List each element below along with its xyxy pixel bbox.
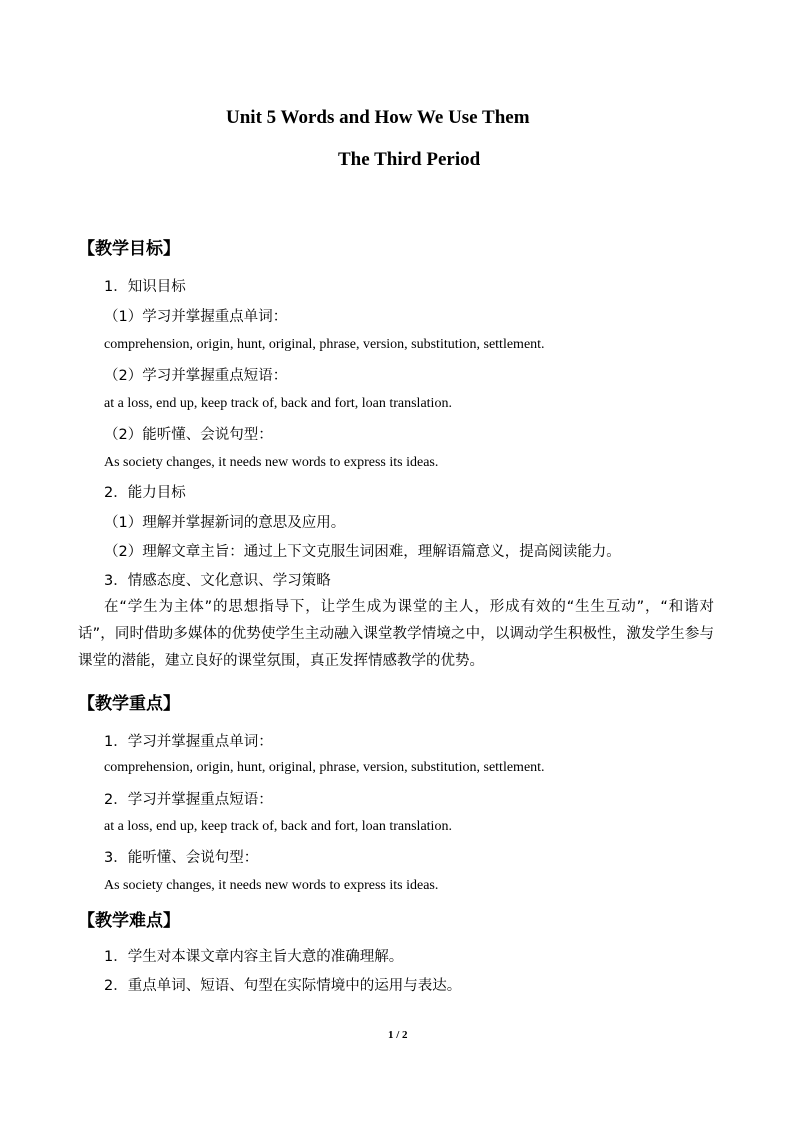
ability-goal-label: 2．能力目标 xyxy=(104,485,186,501)
difficulty-2: 2．重点单词、短语、句型在实际情境中的运用与表达。 xyxy=(104,978,462,994)
knowledge-goal-label: 1．知识目标 xyxy=(104,279,186,295)
difficulty-1: 1．学生对本课文章内容主旨大意的准确理解。 xyxy=(104,949,404,965)
difficulties-heading: 【教学难点】 xyxy=(78,911,180,931)
sentence-label: （2）能听懂、会说句型： xyxy=(104,427,273,443)
ability-item-1: （1）理解并掌握新词的意思及应用。 xyxy=(104,515,346,531)
key-point-3: 3．能听懂、会说句型： xyxy=(104,850,259,866)
key-point-1: 1．学习并掌握重点单词： xyxy=(104,734,273,750)
phrase-list: at a loss, end up, keep track of, back and fort, loan translation. xyxy=(104,396,452,411)
vocab-list: comprehension, origin, hunt, original, phrase, version, substitution, settlement. xyxy=(104,337,545,352)
ability-item-2: （2）理解文章主旨：通过上下文克服生词困难，理解语篇意义，提高阅读能力。 xyxy=(104,544,621,560)
sentence-pattern: As society changes, it needs new words to express its ideas. xyxy=(104,455,439,470)
key-phrase-list: at a loss, end up, keep track of, back and fort, loan translation. xyxy=(104,819,452,834)
phrase-label: （2）学习并掌握重点短语： xyxy=(104,368,288,384)
document-subtitle: The Third Period xyxy=(338,149,481,170)
key-point-2: 2．学习并掌握重点短语： xyxy=(104,792,273,808)
vocab-label: （1）学习并掌握重点单词： xyxy=(104,309,288,325)
emotion-goal-label: 3．情感态度、文化意识、学习策略 xyxy=(104,573,331,589)
document-title: Unit 5 Words and How We Use Them xyxy=(226,107,530,128)
page-number: 1 / 2 xyxy=(388,1029,408,1041)
emotion-paragraph: 在“学生为主体”的思想指导下，让学生成为课堂的主人，形成有效的“生生互动”，“和谐对话”，同时借助多媒体的优势使学生主动融入课堂教学情境之中，以调动学生积极性，激发学生参与课堂的潜能，建立良好的课堂氛围，真正发挥情感教学的优势。 xyxy=(78,599,714,669)
key-sentence-pattern: As society changes, it needs new words to express its ideas. xyxy=(104,878,439,893)
objectives-heading: 【教学目标】 xyxy=(78,239,180,259)
key-points-heading: 【教学重点】 xyxy=(78,694,180,714)
key-vocab-list: comprehension, origin, hunt, original, phrase, version, substitution, settlement. xyxy=(104,760,545,775)
